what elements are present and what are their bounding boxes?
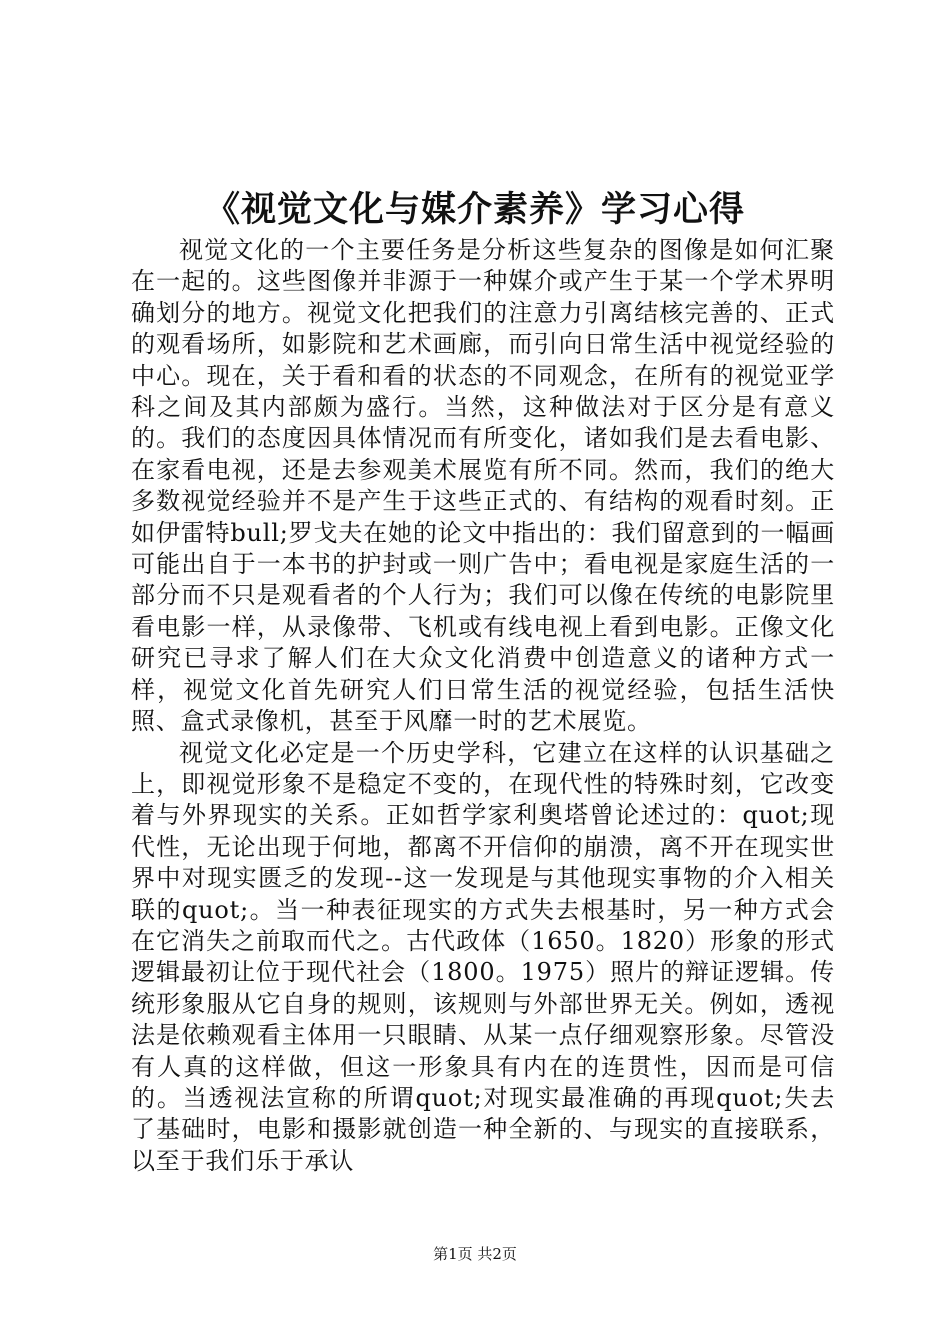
paragraph-1: 视觉文化的一个主要任务是分析这些复杂的图像是如何汇聚在一起的。这些图像并非源于一种媒介或产生于某一个学术界明确划分的地方。视觉文化把我们的注意力引离结核完善的、正式的观看场所，如影院和艺术画廊，而引向日常生活中视觉经验的中心。现在，关于看和看的状态的不同观念，在所有的视觉亚学科之间及其内部颇为盛行。当然，这种做法对于区分是有意义的。我们的态度因具体情况而有所变化，诸如我们是去看电影、在家看电视，还是去参观美术展览有所不同。然而，我们的绝大多数视觉经验并不是产生于这些正式的、有结构的观看时刻。正如伊雷特bull;罗戈夫在她的论文中指出的：我们留意到的一幅画可能出自于一本书的护封或一则广告中；看电视是家庭生活的一部分而不只是观看者的个人行为；我们可以像在传统的电影院里看电影一样，从录像带、飞机或有线电视上看到电影。正像文化研究已寻求了解人们在大众文化消费中创造意义的诸种方式一样，视觉文化首先研究人们日常生活的视觉经验，包括生活快照、盒式录像机，甚至于风靡一时的艺术展览。 (131, 236, 835, 736)
paragraph-2: 视觉文化必定是一个历史学科，它建立在这样的认识基础之上，即视觉形象不是稳定不变的，在现代性的特殊时刻，它改变着与外界现实的关系。正如哲学家利奥塔曾论述过的：quot;现代性，无论出现于何地，都离不开信仰的崩溃，离不开在现实世界中对现实匮乏的发现--这一发现是与其他现实事物的介入相关联的quot;。当一种表征现实的方式失去根基时，另一种方式会在它消失之前取而代之。古代政体（1650。1820）形象的形式逻辑最初让位于现代社会（1800。1975）照片的辩证逻辑。传统形象服从它自身的规则，该规则与外部世界无关。例如，透视法是依赖观看主体用一只眼睛、从某一点仔细观察形象。尽管没有人真的这样做，但这一形象具有内在的连贯性，因而是可信的。当透视法宣称的所谓quot;对现实最准确的再现quot;失去了基础时，电影和摄影就创造一种全新的、与现实的直接联系，以至于我们乐于承认 (131, 738, 835, 1175)
document-body (131, 235, 835, 1177)
page-footer: 第1页 共2页 (433, 1245, 517, 1263)
document-title: 《视觉文化与媒介素养》学习心得 (204, 189, 745, 230)
